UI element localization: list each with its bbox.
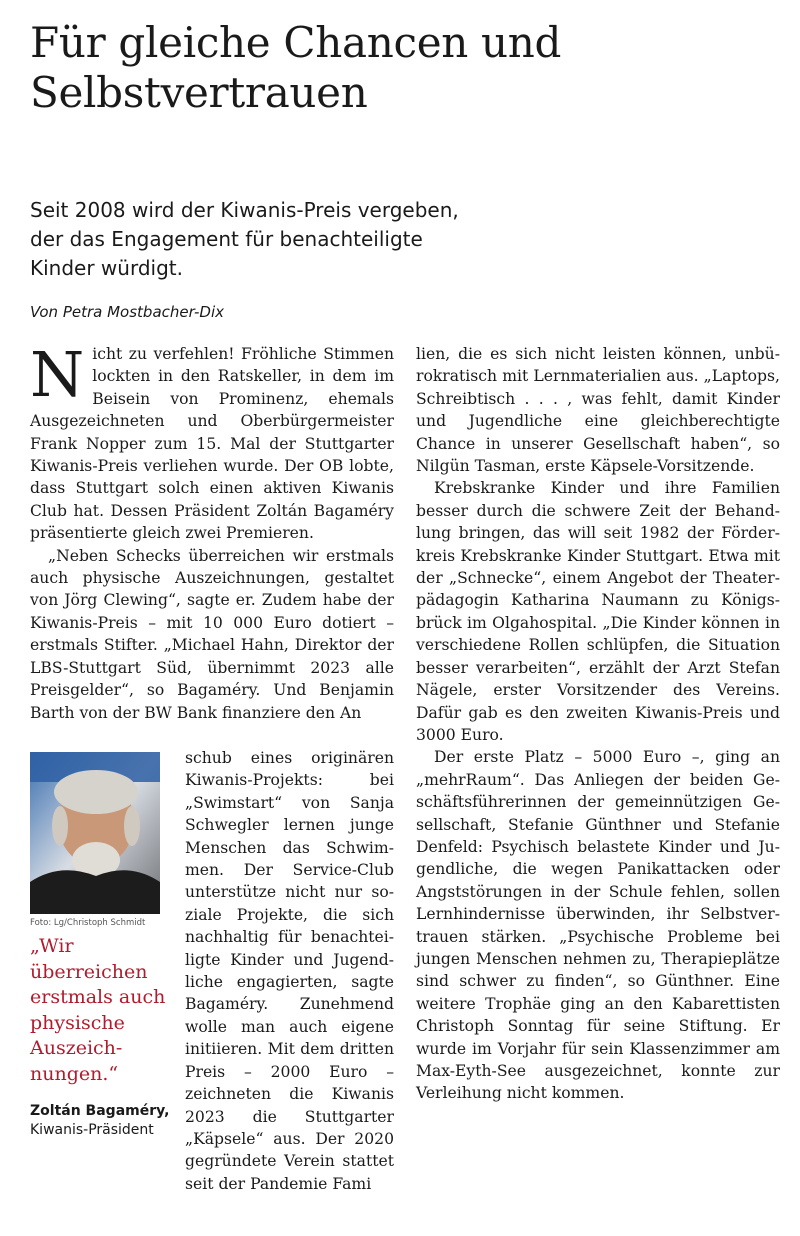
article-column-left [30, 338, 394, 724]
article-column-right [416, 343, 780, 1105]
photo-credit: Foto: Lg/Christoph Schmidt [30, 918, 146, 928]
drop-cap: N [30, 338, 85, 411]
portrait-illustration [30, 752, 160, 914]
paragraph-3: lien, die es sich nicht leisten können, unbürokratisch mit Lernmaterialien aus. „Laptops, Schreibtisch . . . , was fehlt, damit Kinder und Jugendliche eine gleichberechtigte Chance in unserer Gesellschaft haben“, so Nilgün Tasman, erste Käpsele-Vorsitzende. [416, 345, 780, 476]
paragraph-4: Krebskranke Kinder und ihre Familien besser durch die schwere Zeit der Behandlung bringen, das will seit 1982 der Förderkreis Krebskranke Kinder Stuttgart. Etwa mit der „Schnecke“, einem Angebot der Theaterpädagogin Katharina Naumann zu Königsbrück im Olgahospital. „Die Kinder können in verschiedene Rollen schlüpfen, die Situation besser verarbeiten“, erzählt der Arzt Stefan Nägele, erster Vorsitzender des Vereins. Dafür gab es den zweiten Kiwanis-Preis und 3000 Euro. [416, 479, 780, 744]
paragraph-1 [30, 338, 394, 545]
teaser: Seit 2008 wird der Kiwanis-Preis vergeben, der das Engagement für benachteiligte Kinder würdigt. [30, 198, 459, 280]
headline: Für gleiche Chancen und Selbstvertrauen [30, 18, 562, 117]
portrait-photo [30, 752, 160, 914]
paragraph-2: „Neben Schecks überreichen wir erstmals auch physische Auszeichnungen, gestaltet von Jörg Clewing“, sagte er. Zudem habe der Kiwanis-Preis – mit 10 000 Euro dotiert – erstmals Stifter. „Michael Hahn, Direktor der LBS-Stuttgart Süd, übernimmt 2023 alle Preisgelder“, so Bagaméry. Und Benjamin Barth von der BW Bank finanziere den An [30, 546, 394, 722]
paragraph-2-continued: schub eines originären Kiwanis-Projekts: bei „Swimstart“ von Sanja Schwegler lernen junge Menschen das Schwimmen. Der Service-Club unterstütze nicht nur soziale Projekte, die sich nachhaltig für benachteiligte Kinder und Jugendliche engagierten, sagte Bagaméry. Zunehmend wolle man auch eigene initiieren. Mit dem dritten Preis – 2000 Euro – zeichneten die Kiwanis 2023 die Stuttgarter „Käpsele“ aus. Der 2020 gegründete Verein stattet seit der Pandemie Fami [185, 749, 394, 1193]
byline: Von Petra Mostbacher-Dix [30, 303, 224, 321]
pull-quote: „Wir überreichen erstmals auch physische Auszeichnungen.“ [30, 935, 166, 1085]
quote-author-name: Zoltán Bagaméry, [30, 1103, 170, 1119]
paragraph-5: Der erste Platz – 5000 Euro –, ging an „mehrRaum“. Das Anliegen der beiden Geschäftsführerinnen der gemeinnützigen Gesellschaft, Stefanie Günthner und Stefanie Denfeld: Psychisch belastete Kinder und Jugendliche, die wegen Panikattacken oder Angststörungen in der Schule fehlen, sollen Lernhindernisse überwinden, ihr Selbstvertrauen stärken. „Psychische Probleme bei jungen Menschen nehmen zu, Therapieplätze sind schwer zu finden“, so Günthner. Eine weitere Trophäe ging an den Kabarettisten Christoph Sonntag für seine Stiftung. Er wurde im Vorjahr für sein Klassenzimmer am Max-Eyth-See ausgezeichnet, konnte zur Verleihung nicht kommen. [416, 748, 780, 1103]
paragraph-1-text: icht zu verfehlen! Fröhliche Stimmen lockten in den Ratskeller, in dem im Beisein von Prominenz, ehemals Ausgezeichneten und Oberbürgermeister Frank Nopper zum 15. Mal der Stuttgarter Kiwanis-Preis verliehen wurde. Der OB lobte, dass Stuttgart solch einen aktiven Kiwanis Club hat. Dessen Präsident Zoltán Bagaméry präsentierte gleich zwei Premieren. [30, 345, 394, 543]
quote-author-role: Kiwanis-Präsident [30, 1122, 154, 1138]
article-column-narrow [185, 747, 394, 1195]
quote-attribution [30, 1102, 180, 1140]
